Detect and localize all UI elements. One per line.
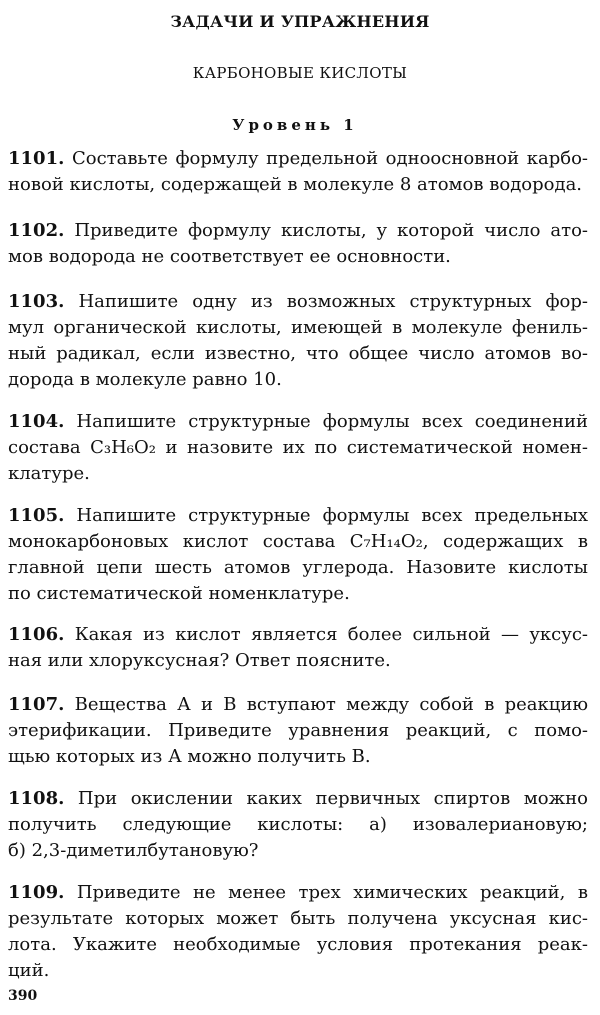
problem-number: 1102. bbox=[8, 220, 65, 241]
problem-line: 1106. Какая из кислот является более сильной — уксус- bbox=[8, 624, 588, 645]
problem-1102 bbox=[8, 218, 588, 270]
problem-line: лота. Укажите необходимые условия протекания реак- bbox=[8, 934, 588, 955]
problem-line: ный радикал, если известно, что общее число атомов во- bbox=[8, 343, 588, 364]
problem-number: 1105. bbox=[8, 505, 65, 526]
problem-line: получить следующие кислоты: а) изовалериановую; bbox=[8, 814, 588, 835]
problem-line: клатуре. bbox=[8, 463, 90, 484]
problem-1108 bbox=[8, 786, 588, 864]
problem-1104 bbox=[8, 409, 588, 487]
problem-1103 bbox=[8, 289, 588, 393]
problem-line: щью которых из А можно получить В. bbox=[8, 746, 371, 767]
problem-line: результате которых может быть получена уксусная кис- bbox=[8, 908, 588, 929]
problem-line: главной цепи шесть атомов углерода. Назовите кислоты bbox=[8, 557, 588, 578]
problem-line: новой кислоты, содержащей в молекуле 8 атомов водорода. bbox=[8, 174, 583, 195]
level-heading: Уровень 1 bbox=[232, 116, 358, 134]
problem-number: 1103. bbox=[8, 291, 65, 312]
problem-line: 1107. Вещества А и В вступают между собой в реакцию bbox=[8, 694, 588, 715]
problem-number: 1106. bbox=[8, 624, 65, 645]
problem-1106 bbox=[8, 622, 588, 674]
problem-line: 1109. Приведите не менее трех химических реакций, в bbox=[8, 882, 588, 903]
problem-1101 bbox=[8, 146, 588, 198]
problem-1109 bbox=[8, 880, 588, 984]
problem-line: по систематической номенклатуре. bbox=[8, 583, 350, 604]
page-title: ЗАДАЧИ И УПРАЖНЕНИЯ bbox=[170, 12, 430, 31]
problem-line: б) 2,3-диметилбутановую? bbox=[8, 840, 259, 861]
problem-number: 1101. bbox=[8, 148, 65, 169]
problem-line: ций. bbox=[8, 960, 50, 981]
page-number: 390 bbox=[8, 988, 38, 1004]
problem-1105 bbox=[8, 503, 588, 607]
problem-line: этерификации. Приведите уравнения реакций, с помо- bbox=[8, 720, 588, 741]
problem-line: мов водорода не соответствует ее основности. bbox=[8, 246, 451, 267]
problem-number: 1104. bbox=[8, 411, 65, 432]
problem-line: 1101. Составьте формулу предельной одноосновной карбо- bbox=[8, 148, 588, 169]
problem-1107 bbox=[8, 692, 588, 770]
problem-line: 1105. Напишите структурные формулы всех предельных bbox=[8, 505, 588, 526]
problem-line: 1108. При окислении каких первичных спиртов можно bbox=[8, 788, 588, 809]
section-title: КАРБОНОВЫЕ КИСЛОТЫ bbox=[192, 64, 408, 82]
problem-line: ная или хлоруксусная? Ответ поясните. bbox=[8, 650, 391, 671]
problem-line: состава C₃H₆O₂ и назовите их по систематической номен- bbox=[8, 437, 588, 458]
problem-line: 1103. Напишите одну из возможных структурных фор- bbox=[8, 291, 588, 312]
problem-line: 1104. Напишите структурные формулы всех соединений bbox=[8, 411, 588, 432]
problem-number: 1109. bbox=[8, 882, 65, 903]
problem-line: дорода в молекуле равно 10. bbox=[8, 369, 282, 390]
problem-number: 1108. bbox=[8, 788, 65, 809]
problem-number: 1107. bbox=[8, 694, 65, 715]
problem-line: мул органической кислоты, имеющей в молекуле фениль- bbox=[8, 317, 588, 338]
problem-line: 1102. Приведите формулу кислоты, у которой число ато- bbox=[8, 220, 588, 241]
problem-line: монокарбоновых кислот состава C₇H₁₄O₂, содержащих в bbox=[8, 531, 588, 552]
